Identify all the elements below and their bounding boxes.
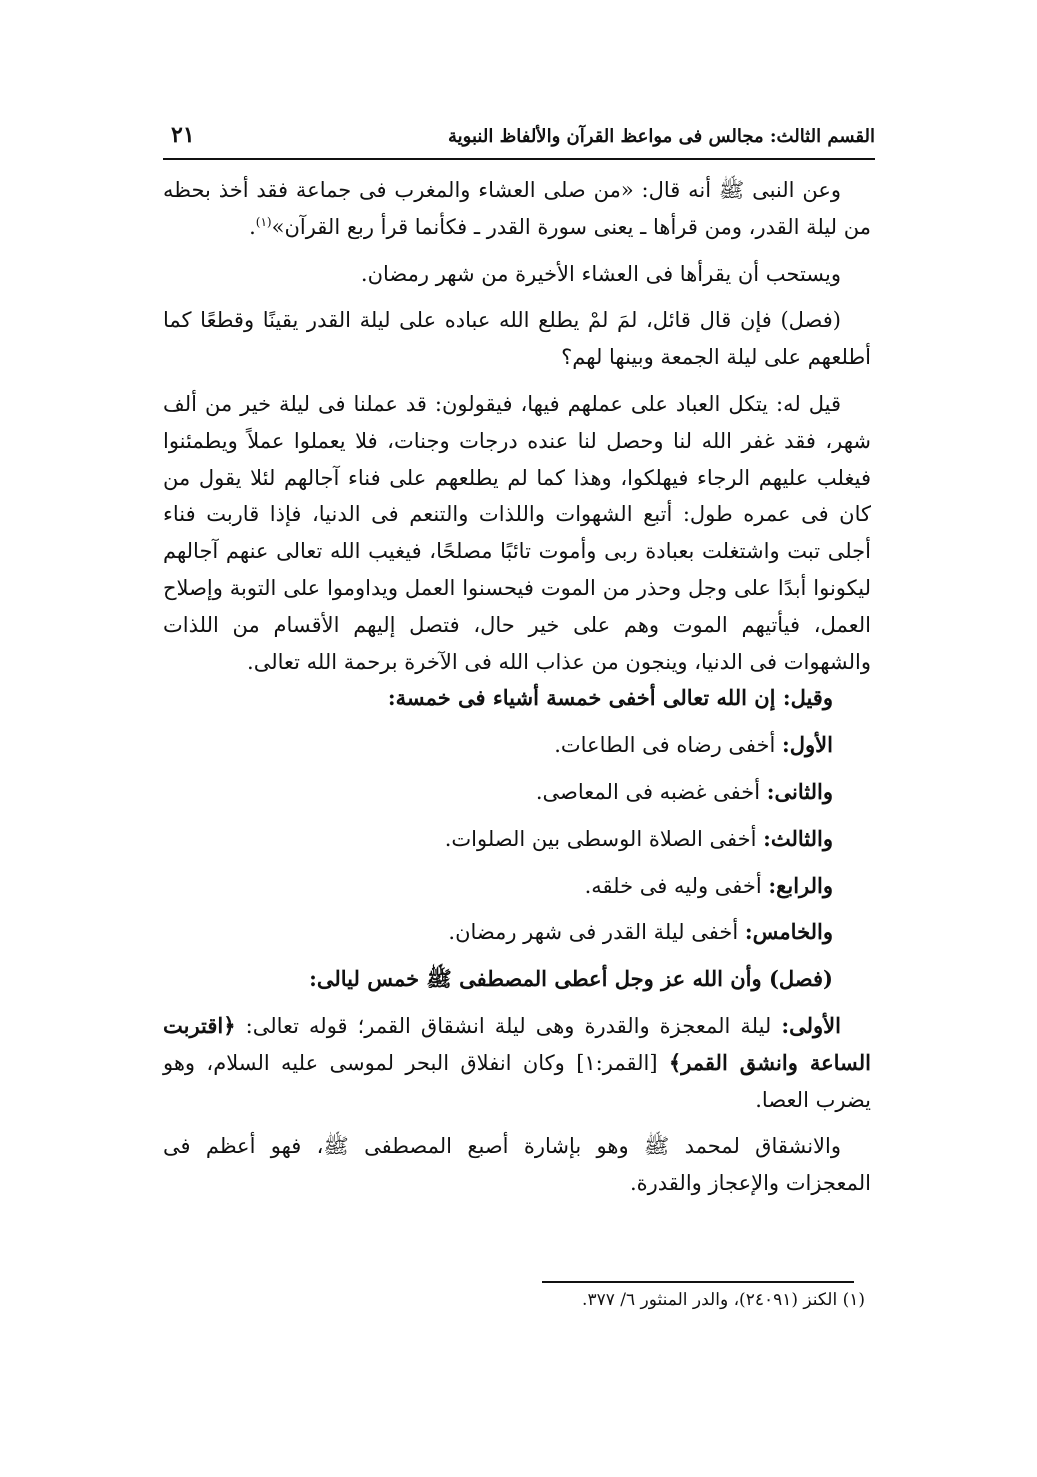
item-label: والثالث:: [763, 825, 833, 851]
paragraph-splitting: والانشقاق لمحمد ﷺ وهو بإشارة أصبع المصطفى ﷺ، فهو أعظم فى المعجزات والإعجاز والقدرة.: [163, 1134, 871, 1196]
body-text: [163, 172, 871, 1202]
item-text: أخفى رضاه فى الطاعات.: [554, 733, 776, 758]
page-number: ٢١: [171, 122, 195, 148]
verse-reference: [القمر:١]: [576, 1050, 658, 1075]
footnote-ref[interactable]: (١): [255, 214, 272, 229]
hadith-end: .: [249, 214, 256, 239]
paragraph-first-night: [163, 1008, 871, 1118]
list-item: [163, 774, 833, 811]
item-label: والثانى:: [766, 778, 833, 804]
paragraph-question: (فصل) فإن قال قائل، لمَ لمْ يطلع الله عباده على ليلة القدر يقينًا وقطعًا كما أطلعهم على ليلة الجمعة وبينها لهم؟: [163, 308, 871, 370]
item-label: والرابع:: [768, 872, 833, 898]
page-header: [163, 120, 875, 160]
list-item: [163, 821, 833, 858]
list-item: [163, 727, 833, 764]
list-item: [163, 868, 833, 905]
item-text: أخفى وليه فى خلقه.: [584, 873, 762, 898]
running-title: القسم الثالث: مجالس فى مواعظ القرآن والألفاظ النبوية: [448, 126, 875, 147]
item-label: والخامس:: [744, 919, 833, 945]
item-text: أخفى الصلاة الوسطى بين الصلوات.: [444, 826, 757, 851]
first-night-label: الأولى:: [781, 1012, 841, 1038]
item-text: أخفى ليلة القدر فى شهر رمضان.: [448, 920, 739, 945]
first-night-text: ليلة المعجزة والقدرة وهى ليلة انشقاق القمر؛ قوله تعالى:: [245, 1013, 772, 1038]
list-item: [163, 914, 833, 951]
quran-verse: ﴿اقتربت الساعة وانشق القمر﴾: [163, 1012, 871, 1075]
item-label: الأول:: [782, 732, 833, 758]
footnote: (١) الكنز (٢٤٠٩١)، والدر المنثور ٦/ ٣٧٧.: [582, 1290, 865, 1310]
hadith-text: وعن النبى ﷺ أنه قال: «من صلى العشاء والمغرب فى جماعة فقد أخذ بحظه من ليلة القدر، ومن قرأها ـ يعنى سورة القدر ـ فكأنما قرأ ربع القرآن»: [163, 178, 871, 239]
five-hidden-intro: وقيل: إن الله تعالى أخفى خمسة أشياء فى خمسة:: [387, 685, 833, 711]
paragraph-hadith: [163, 172, 871, 246]
footnote-rule: [542, 1281, 854, 1283]
first-night-rest: وكان انفلاق البحر لموسى عليه السلام، وهو يضرب العصا.: [163, 1050, 871, 1112]
five-nights-heading: (فصل) وأن الله عز وجل أعطى المصطفى ﷺ خمس ليالى:: [309, 966, 833, 992]
item-text: أخفى غضبه فى المعاصى.: [535, 779, 761, 804]
five-hidden-list: [163, 680, 871, 998]
header-rule: [163, 158, 875, 160]
paragraph-recommendation: ويستحب أن يقرأها فى العشاء الأخيرة من شهر رمضان.: [360, 261, 841, 286]
paragraph-answer: قيل له: يتكل العباد على عملهم فيها، فيقولون: قد عملنا فى ليلة خير من ألف شهر، فقد غفر الله لنا وحصل لنا عنده درجات وجنات، فلا يعملوا عملاً ويطمئنوا فيغلب عليهم الرجاء فيهلكوا، وهذا كما لم يطلعهم على فناء آجالهم لئلا يقول من كان فى عمره طول: أتبع الشهوات واللذات والتنعم فى الدنيا، فإذا قاربت فناء أجلى تبت واشتغلت بعبادة ربى وأموت تائبًا مصلحًا، فيغيب الله تعالى عنهم آجالهم ليكونوا أبدًا على وجل وحذر من الموت فيحسنوا العمل ويداوموا على التوبة وإصلاح العمل، فيأتيهم الموت وهم على خير حال، فتصل إليهم الأقسام من اللذات والشهوات فى الدنيا، وينجون من عذاب الله فى الآخرة برحمة الله تعالى.: [163, 391, 871, 674]
